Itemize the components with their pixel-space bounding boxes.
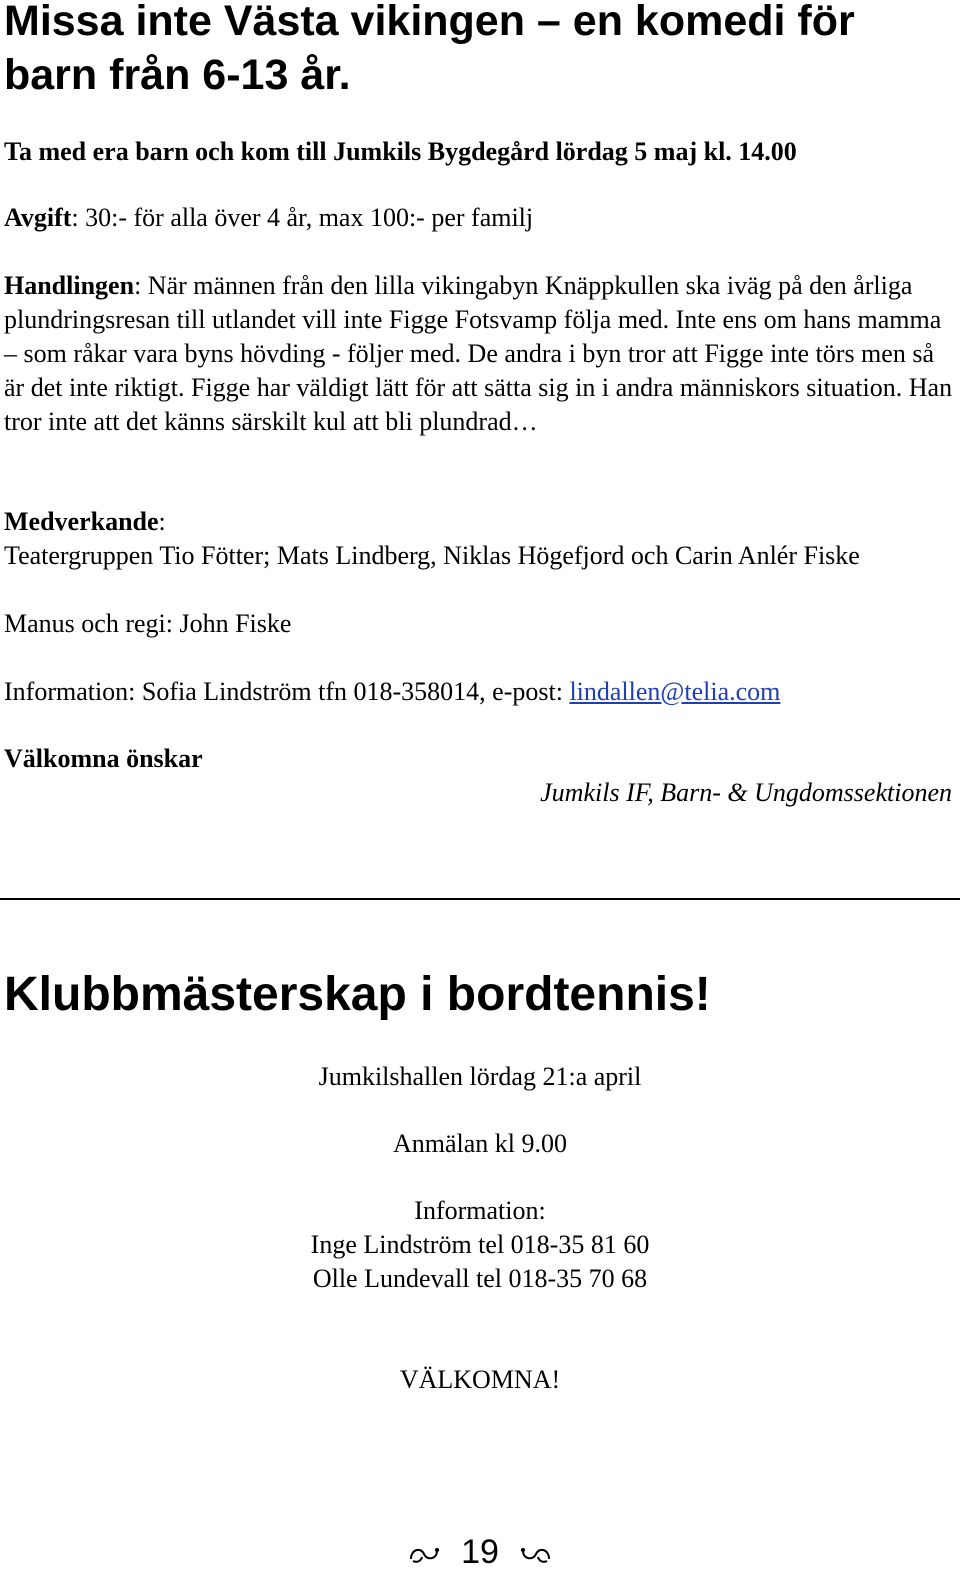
plot-label: Handlingen [4, 271, 135, 300]
page-number: 19 [461, 1533, 499, 1571]
welcome-label: Välkomna önskar [4, 744, 203, 773]
fee-text: : 30:- för alla över 4 år, max 100:- per familj [71, 203, 534, 232]
cast-heading [4, 505, 954, 539]
divider [0, 898, 960, 900]
closing-text: VÄLKOMNA! [399, 1365, 561, 1394]
venue-text: Jumkilshallen lördag 21:a april [318, 1062, 642, 1091]
info-line [4, 675, 954, 709]
info-text: Information: Sofia Lindström tfn 018-358014, e-post: [4, 677, 570, 706]
cast-text: Teatergruppen Tio Fötter; Mats Lindberg, Niklas Högefjord och Carin Anlér Fiske [4, 541, 860, 570]
cast-colon: : [158, 507, 166, 536]
cast-label: Medverkande [4, 507, 159, 536]
fee-paragraph [4, 201, 954, 235]
tournament-title: Klubbmästerskap i bordtennis! [4, 968, 711, 1021]
signoff: Jumkils IF, Barn- & Ungdomssektionen [540, 778, 952, 807]
info-label: Information: [414, 1196, 546, 1225]
page-footer [4, 1530, 956, 1576]
floral-ornament-right-icon [519, 1532, 553, 1576]
contact-1: Inge Lindström tel 018-35 81 60 [310, 1230, 650, 1259]
event-subtitle: Ta med era barn och kom till Jumkils Bygdegård lördag 5 maj kl. 14.00 [4, 137, 797, 166]
contact-2: Olle Lundevall tel 018-35 70 68 [312, 1264, 648, 1293]
plot-paragraph [4, 269, 954, 439]
script-credit: Manus och regi: John Fiske [4, 609, 292, 638]
plot-text: : När männen från den lilla vikingabyn Knäppkullen ska iväg på den årliga plundringsresan till utlandet vill inte Figge Fotsvamp följa med. Inte ens om hans mamma – som råkar vara byns hövding - följer med. De andra i byn tror att Figge inte törs men så är det inte riktigt. Figge har väldigt lätt för att sätta sig in i andra människors situation. Han tror inte att det känns särskilt kul att bli plundrad… [4, 271, 953, 436]
fee-label: Avgift [4, 203, 72, 232]
email-link[interactable]: lindallen@telia.com [569, 677, 781, 706]
welcome-text [4, 742, 954, 776]
registration-text: Anmälan kl 9.00 [392, 1129, 568, 1158]
floral-ornament-left-icon [407, 1532, 441, 1576]
event-title: Missa inte Västa vikingen – en komedi för barn från 6-13 år. [4, 0, 855, 99]
